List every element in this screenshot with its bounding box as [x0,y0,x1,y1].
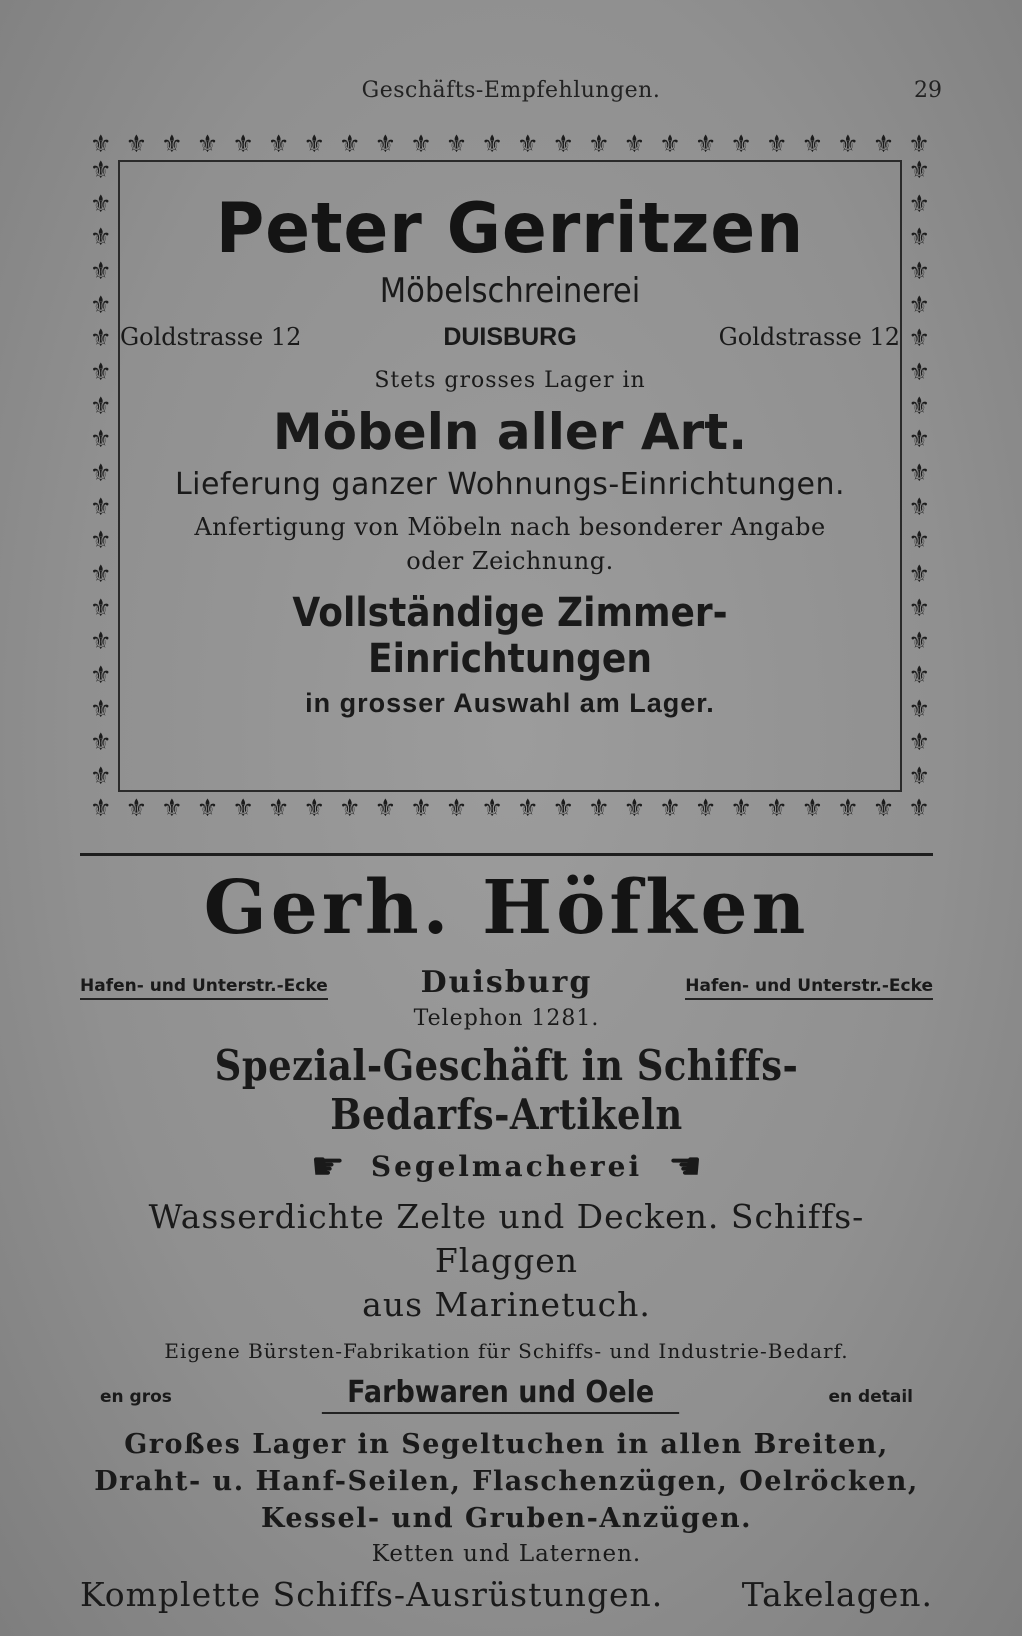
fleur-ornament-icon: ⚜ [303,794,325,822]
fleur-ornament-icon: ⚜ [125,130,148,158]
delivery-line: Lieferung ganzer Wohnungs-Einrichtungen. [174,467,846,502]
advertisement-hoefken [80,865,933,1614]
fleur-ornament-icon: ⚜ [552,794,575,822]
fleur-ornament-icon: ⚜ [801,794,824,822]
ornament-border-bottom [90,796,930,820]
fleur-ornament-icon: ⚜ [694,794,717,822]
complete-outfitting-row [80,1575,933,1614]
company-name: Peter Gerritzen [215,188,805,269]
fleur-ornament-icon: ⚜ [90,559,112,588]
fleur-ornament-icon: ⚜ [623,794,646,822]
fleur-ornament-icon: ⚜ [908,492,930,521]
custom-work-line-1: Anfertigung von Möbeln nach besonderer Angabe [194,513,826,541]
fleur-ornament-icon: ⚜ [908,761,930,790]
fleur-ornament-icon: ⚜ [374,794,397,822]
fleur-ornament-icon: ⚜ [730,130,752,158]
stock-line-3: Kessel- und Gruben-Anzügen. [261,1503,752,1534]
rigging: Takelagen. [741,1575,933,1614]
stock-line: Stets grosses Lager in [374,368,646,393]
fleur-ornament-icon: ⚜ [267,794,290,822]
fleur-ornament-icon: ⚜ [303,130,325,158]
fleur-ornament-icon: ⚜ [837,130,859,158]
fleur-ornament-icon: ⚜ [908,660,930,689]
fleur-ornament-icon: ⚜ [374,130,397,158]
sailmaker-row [80,1144,933,1188]
paints-label: Farbwaren und Oele [321,1375,679,1414]
fleur-ornament-icon: ⚜ [90,130,112,158]
fleur-ornament-icon: ⚜ [90,458,112,487]
fleur-ornament-icon: ⚜ [90,694,112,723]
fleur-ornament-icon: ⚜ [908,593,930,622]
fleur-ornament-icon: ⚜ [908,694,930,723]
trade-line: Möbelschreinerei [379,271,641,311]
stock-line-2: Draht- u. Hanf-Seilen, Flaschenzügen, Oelröcken, [94,1466,919,1497]
fleur-ornament-icon: ⚜ [694,130,717,158]
fleur-ornament-icon: ⚜ [908,256,930,285]
fleur-ornament-icon: ⚜ [125,794,148,822]
address-row [80,965,933,1000]
fleur-ornament-icon: ⚜ [908,794,930,822]
fleur-ornament-icon: ⚜ [90,425,112,454]
fleur-ornament-icon: ⚜ [481,794,503,822]
fleur-ornament-icon: ⚜ [908,391,930,420]
fleur-ornament-icon: ⚜ [90,492,112,521]
fleur-ornament-icon: ⚜ [232,130,254,158]
company-name: Gerh. Höfken [203,865,810,951]
page-number: 29 [914,78,942,103]
fleur-ornament-icon: ⚜ [410,794,432,822]
pointing-hand-right-icon: ☛ [310,1144,345,1188]
pointing-hand-left-icon: ☚ [668,1144,703,1188]
fleur-ornament-icon: ⚜ [837,794,859,822]
fleur-ornament-icon: ⚜ [90,357,112,386]
fleur-ornament-icon: ⚜ [908,728,930,757]
fleur-ornament-icon: ⚜ [908,130,930,158]
headline: Möbeln aller Art. [272,403,748,461]
address-left: Goldstrasse 12 [120,323,302,351]
fleur-ornament-icon: ⚜ [90,728,112,757]
fleur-ornament-icon: ⚜ [232,794,254,822]
city: DUISBURG [443,323,577,351]
fleur-ornament-icon: ⚜ [908,526,930,555]
tents-line-2: aus Marinetuch. [362,1285,651,1324]
fleur-ornament-icon: ⚜ [267,130,290,158]
fleur-ornament-icon: ⚜ [90,223,112,252]
fleur-ornament-icon: ⚜ [90,290,112,319]
fleur-ornament-icon: ⚜ [659,130,681,158]
fleur-ornament-icon: ⚜ [552,130,575,158]
fleur-ornament-icon: ⚜ [908,559,930,588]
sailmaker-label: Segelmacherei [370,1149,643,1183]
fleur-ornament-icon: ⚜ [765,130,788,158]
advertisement-gerritzen [120,180,900,719]
fleur-ornament-icon: ⚜ [908,223,930,252]
fleur-ornament-icon: ⚜ [445,130,468,158]
custom-work-line [120,510,900,578]
fleur-ornament-icon: ⚜ [339,130,361,158]
fleur-ornament-icon: ⚜ [623,130,646,158]
fleur-ornament-icon: ⚜ [908,290,930,319]
fleur-ornament-icon: ⚜ [659,794,681,822]
telephone: Telephon 1281. [413,1006,600,1031]
address-right: Goldstrasse 12 [718,323,900,351]
stock-lines [80,1426,933,1537]
fleur-ornament-icon: ⚜ [908,357,930,386]
fleur-ornament-icon: ⚜ [872,130,895,158]
fleur-ornament-icon: ⚜ [516,794,539,822]
fleur-ornament-icon: ⚜ [90,156,112,184]
fleur-ornament-icon: ⚜ [445,794,468,822]
paints-row [80,1375,933,1414]
tents-lines [80,1195,933,1327]
selection-line: in grosser Auswahl am Lager. [305,688,715,718]
stock-line-1: Großes Lager in Segeltuchen in allen Breiten, [124,1429,889,1460]
fleur-ornament-icon: ⚜ [90,189,112,218]
ornament-border-top [90,132,930,156]
fleur-ornament-icon: ⚜ [90,526,112,555]
fleur-ornament-icon: ⚜ [90,660,112,689]
address-row [120,323,900,352]
fleur-ornament-icon: ⚜ [481,130,503,158]
fleur-ornament-icon: ⚜ [801,130,824,158]
custom-work-line-2: oder Zeichnung. [406,547,614,575]
fleur-ornament-icon: ⚜ [908,627,930,656]
tents-line-1: Wasserdichte Zelte und Decken. Schiffs-Flaggen [148,1197,865,1280]
fleur-ornament-icon: ⚜ [730,794,752,822]
section-divider [80,853,933,856]
fleur-ornament-icon: ⚜ [90,761,112,790]
fleur-ornament-icon: ⚜ [90,256,112,285]
fleur-ornament-icon: ⚜ [90,627,112,656]
brushes-line: Eigene Bürsten-Fabrikation für Schiffs- und Industrie-Bedarf. [164,1339,849,1363]
fleur-ornament-icon: ⚜ [588,130,610,158]
ornament-border-left [90,158,112,788]
fleur-ornament-icon: ⚜ [90,324,112,353]
fleur-ornament-icon: ⚜ [908,458,930,487]
chains-line: Ketten und Laternen. [371,1541,642,1567]
address-right: Hafen- und Unterstr.-Ecke [685,976,933,1000]
fleur-ornament-icon: ⚜ [410,130,432,158]
fleur-ornament-icon: ⚜ [872,794,895,822]
fleur-ornament-icon: ⚜ [908,156,930,184]
retail-label: en detail [828,1387,913,1407]
running-head: Geschäfts-Empfehlungen. [361,78,661,103]
fleur-ornament-icon: ⚜ [161,130,183,158]
specialty-headline: Spezial-Geschäft in Schiffs-Bedarfs-Artikeln [214,1041,799,1139]
fleur-ornament-icon: ⚜ [588,794,610,822]
fleur-ornament-icon: ⚜ [765,794,788,822]
fleur-ornament-icon: ⚜ [908,425,930,454]
rooms-headline: Vollständige Zimmer-Einrichtungen [292,590,728,682]
fleur-ornament-icon: ⚜ [90,794,112,822]
fleur-ornament-icon: ⚜ [196,794,219,822]
fleur-ornament-icon: ⚜ [90,593,112,622]
city: Duisburg [420,965,593,1000]
fleur-ornament-icon: ⚜ [339,794,361,822]
fleur-ornament-icon: ⚜ [516,130,539,158]
complete-outfitting: Komplette Schiffs-Ausrüstungen. [80,1575,664,1614]
ornament-border-right [908,158,930,788]
address-left: Hafen- und Unterstr.-Ecke [80,976,328,1000]
fleur-ornament-icon: ⚜ [908,324,930,353]
fleur-ornament-icon: ⚜ [161,794,183,822]
wholesale-label: en gros [100,1387,172,1407]
fleur-ornament-icon: ⚜ [90,391,112,420]
fleur-ornament-icon: ⚜ [196,130,219,158]
fleur-ornament-icon: ⚜ [908,189,930,218]
